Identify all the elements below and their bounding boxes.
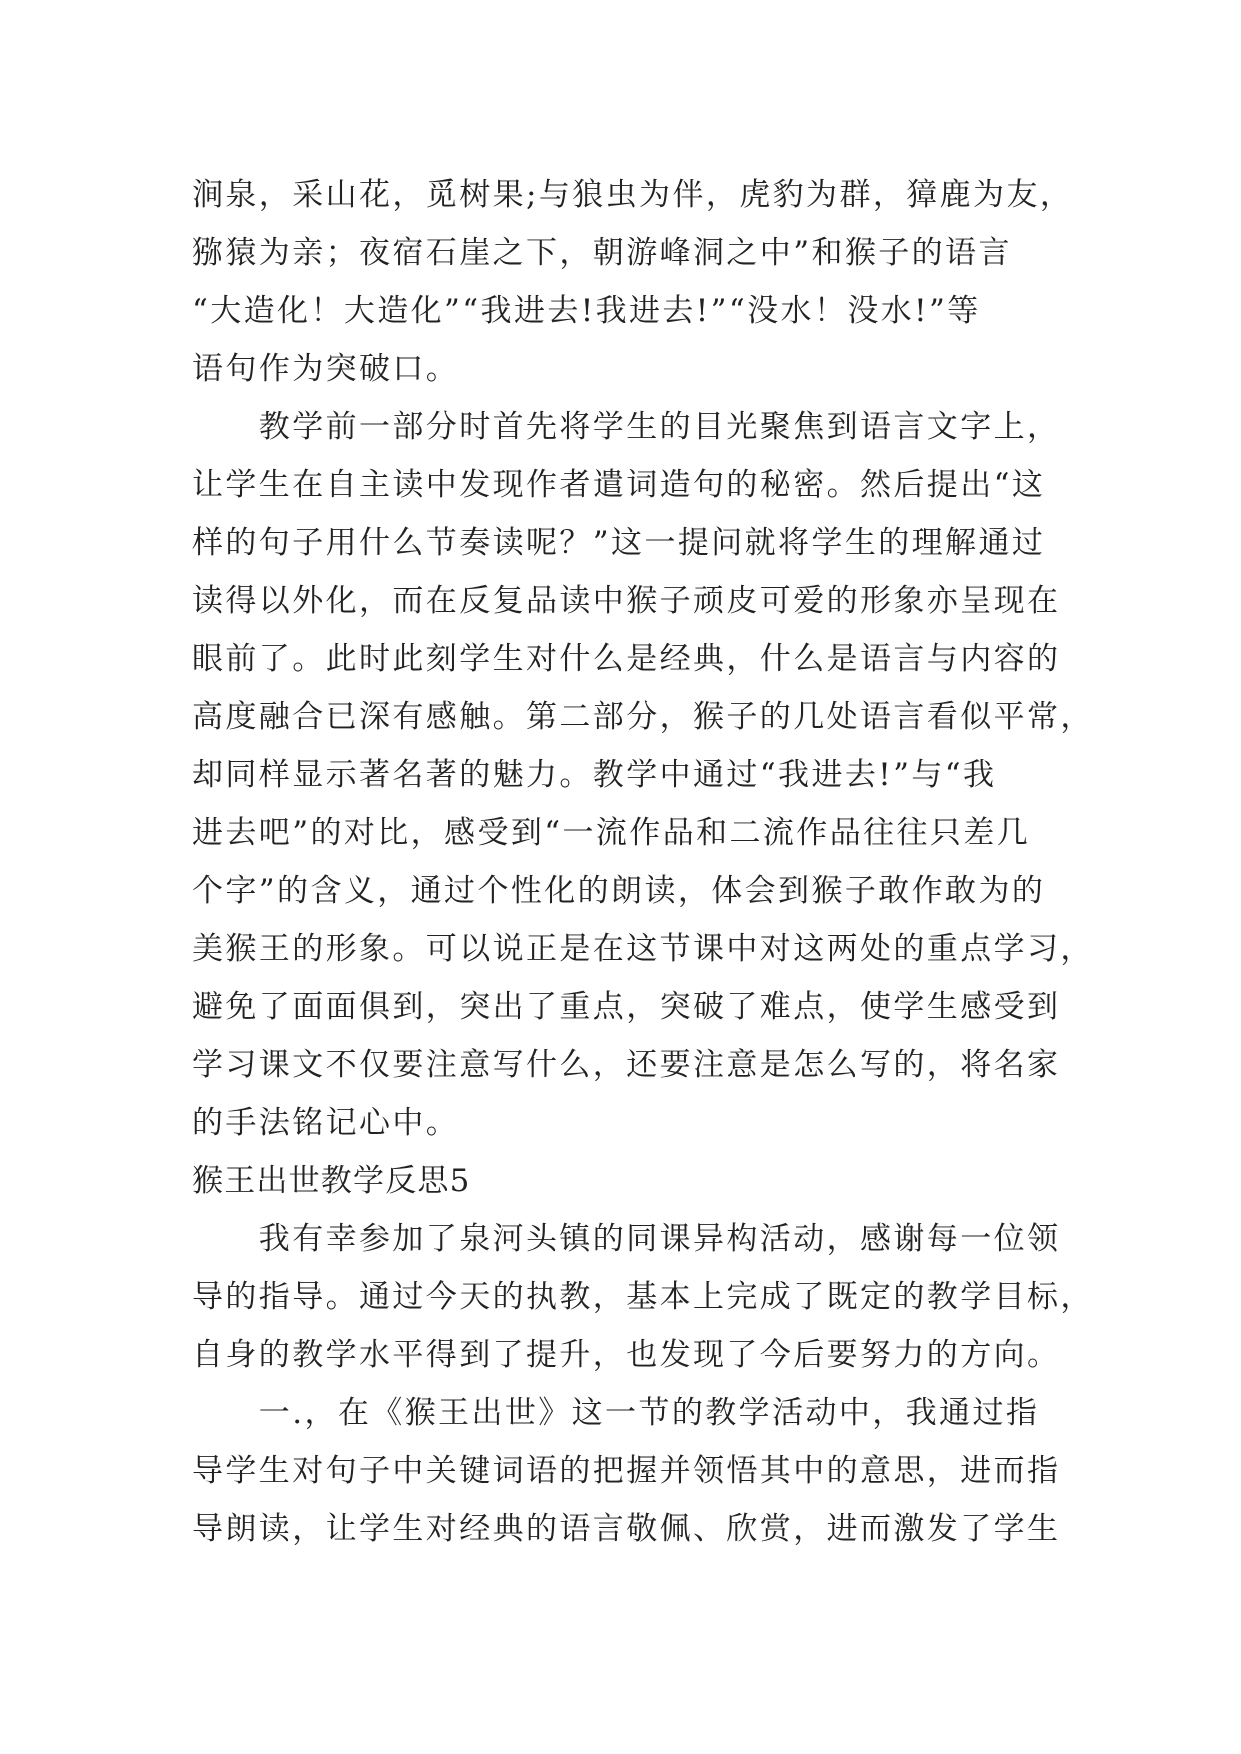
text-line: 导学生对句子中关键词语的把握并领悟其中的意思，进而指	[192, 1453, 1061, 1489]
text-line: 导的指导。通过今天的执教，基本上完成了既定的教学目标，	[192, 1279, 1094, 1315]
section-heading: 猴王出世教学反思5	[192, 1163, 471, 1199]
text-line: 一.，在《猴王出世》这一节的教学活动中，我通过指	[192, 1395, 1040, 1431]
text-line: 的手法铭记心中。	[192, 1105, 460, 1141]
text-line: 样的句子用什么节奏读呢？”这一提问就将学生的理解通过	[192, 525, 1046, 561]
text-line: 自身的教学水平得到了提升，也发现了今后要努力的方向。	[192, 1337, 1061, 1373]
text-line: 我有幸参加了泉河头镇的同课异构活动，感谢每一位领	[192, 1221, 1061, 1257]
text-line: 学习课文不仅要注意写什么，还要注意是怎么写的，将名家	[192, 1047, 1061, 1083]
text-line: 猕猿为亲；夜宿石崖之下，朝游峰洞之中”和猴子的语言	[192, 235, 1012, 271]
text-line: 导朗读，让学生对经典的语言敬佩、欣赏，进而激发了学生	[192, 1511, 1061, 1547]
text-line: “大造化！大造化”“我进去!我进去!”“没水！没水!”等	[192, 293, 981, 329]
text-line: 个字”的含义，通过个性化的朗读，体会到猴子敢作敢为的	[192, 873, 1046, 909]
text-line: 教学前一部分时首先将学生的目光聚焦到语言文字上，	[192, 409, 1061, 445]
text-line: 却同样显示著名著的魅力。教学中通过“我进去!”与“我	[192, 757, 997, 793]
text-line: 读得以外化，而在反复品读中猴子顽皮可爱的形象亦呈现在	[192, 583, 1061, 619]
text-line: 语句作为突破口。	[192, 351, 460, 387]
body-text	[192, 166, 1094, 1558]
text-line: 避免了面面俱到，突出了重点，突破了难点，使学生感受到	[192, 989, 1061, 1025]
text-line: 让学生在自主读中发现作者遣词造句的秘密。然后提出“这	[192, 467, 1046, 503]
text-line: 眼前了。此时此刻学生对什么是经典，什么是语言与内容的	[192, 641, 1061, 677]
text-line: 涧泉，采山花，觅树果;与狼虫为伴，虎豹为群，獐鹿为友，	[192, 177, 1074, 213]
text-line: 美猴王的形象。可以说正是在这节课中对这两处的重点学习，	[192, 931, 1094, 967]
text-line: 进去吧”的对比，感受到“一流作品和二流作品往往只差几	[192, 815, 1031, 851]
text-line: 高度融合已深有感触。第二部分，猴子的几处语言看似平常，	[192, 699, 1094, 735]
